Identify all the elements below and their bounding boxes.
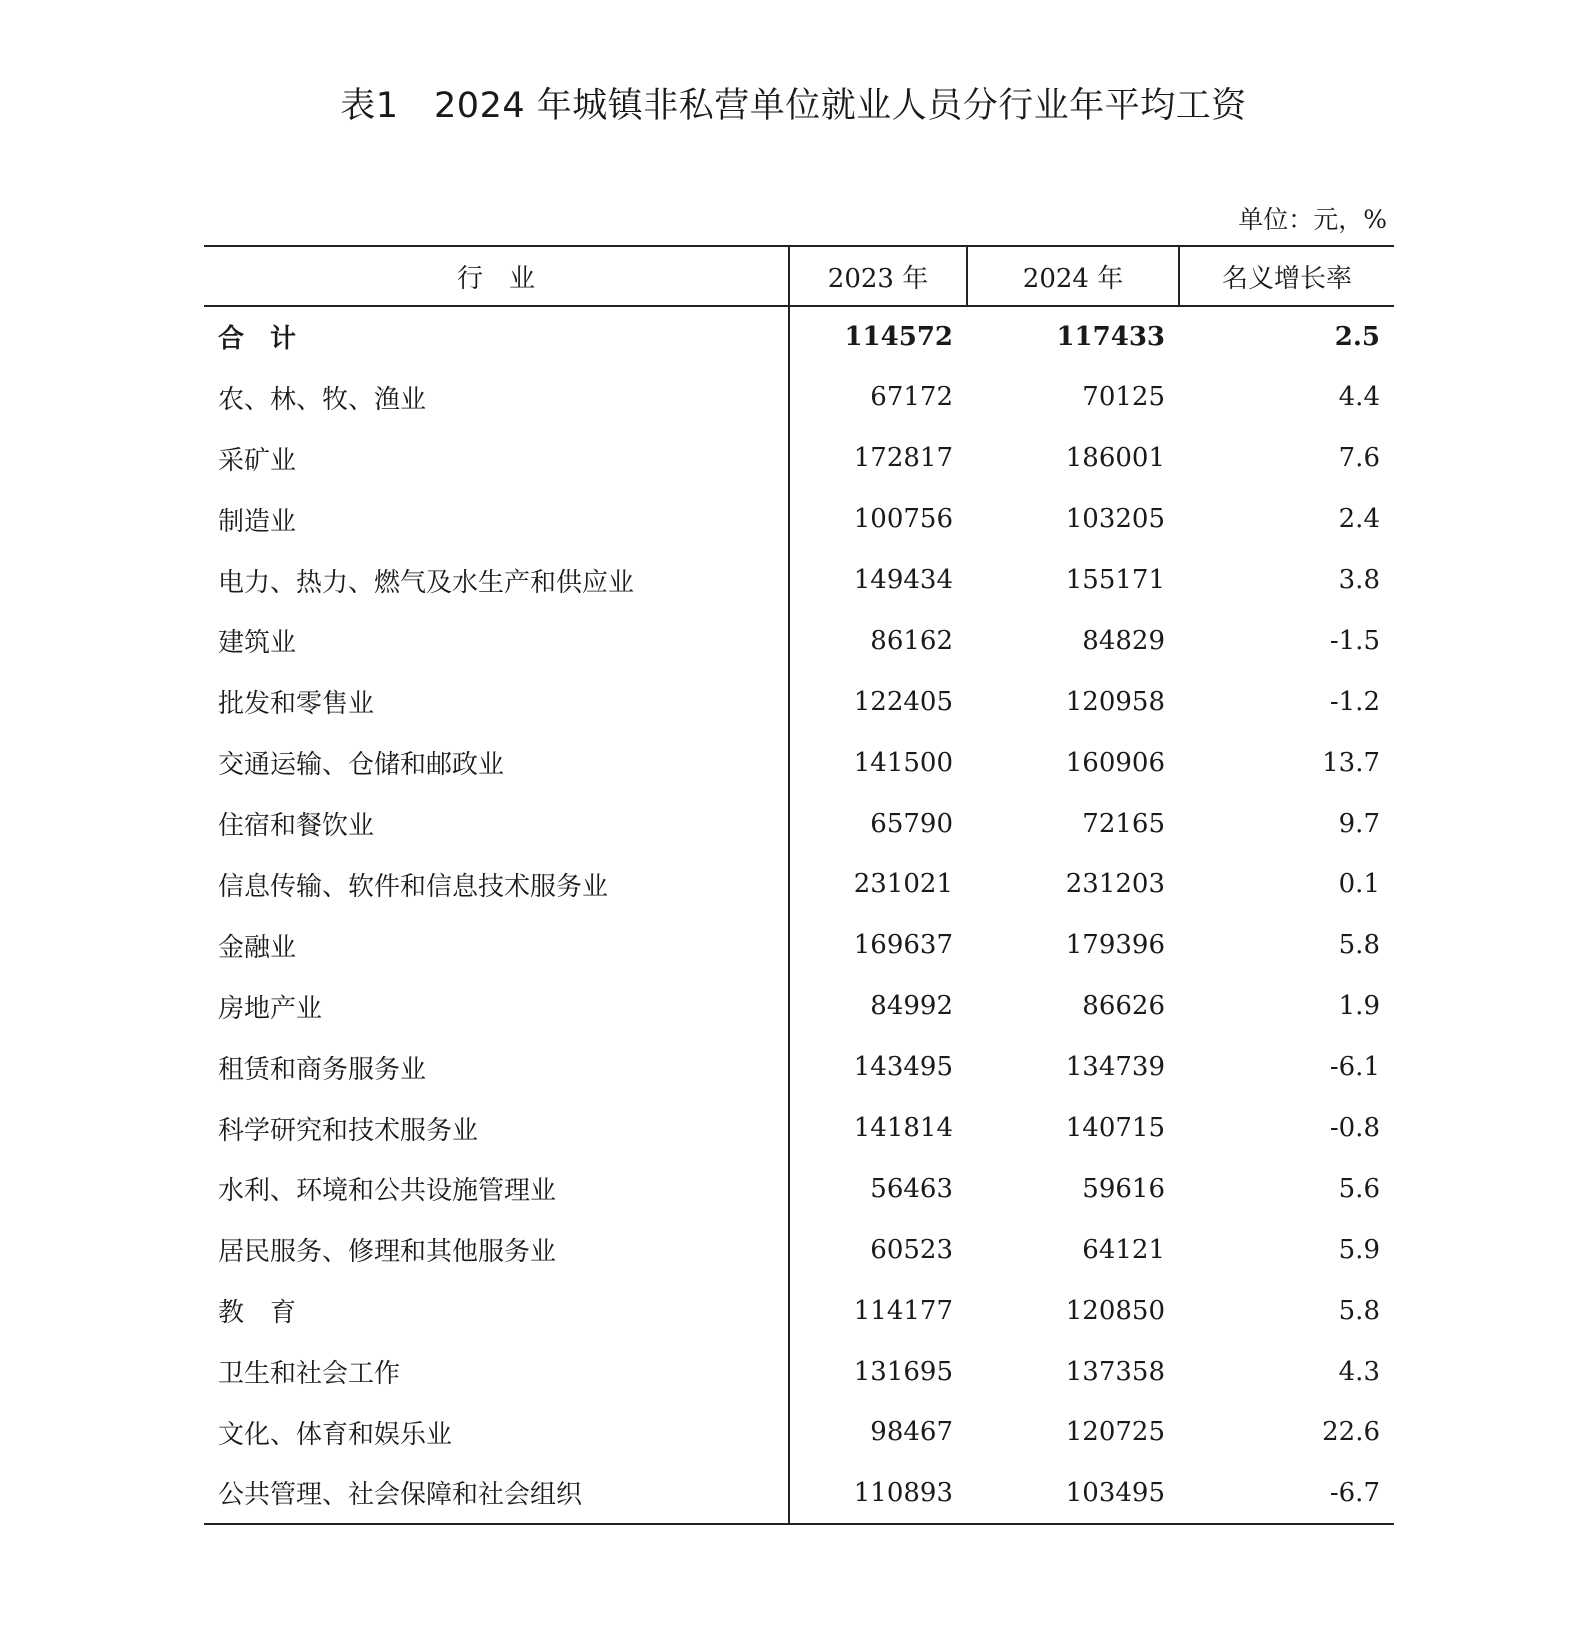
wage-2023-cell: 143495 — [853, 1052, 953, 1083]
table-row — [204, 428, 1394, 489]
wage-2024-cell: 134739 — [1065, 1052, 1165, 1083]
wage-2024-cell: 86626 — [1082, 991, 1165, 1022]
industry-name-cell: 科学研究和技术服务业 — [204, 1098, 789, 1159]
growth-rate-cell: 13.7 — [1322, 747, 1380, 778]
table-body — [204, 306, 1394, 1524]
wage-2024-cell: 120725 — [1065, 1417, 1165, 1448]
wage-2023-cell: 65790 — [870, 808, 953, 839]
header-2023: 2023 年 — [789, 246, 967, 306]
table-row — [204, 489, 1394, 550]
industry-name-cell: 卫生和社会工作 — [204, 1341, 789, 1402]
table-row — [204, 854, 1394, 915]
growth-rate-cell: 7.6 — [1338, 443, 1380, 474]
table-row — [204, 367, 1394, 428]
wage-2023-cell: 149434 — [853, 565, 953, 595]
growth-rate-cell: 4.3 — [1338, 1356, 1380, 1387]
wage-2024-cell: 70125 — [1082, 382, 1165, 413]
table-row — [204, 671, 1394, 732]
wage-2023-cell: 172817 — [853, 443, 953, 474]
wage-2023-cell: 169637 — [853, 930, 953, 961]
wage-2024-cell: 103205 — [1065, 504, 1165, 535]
growth-rate-cell: 0.1 — [1338, 869, 1380, 900]
wage-table — [204, 245, 1394, 1525]
wage-2023-cell: 56463 — [870, 1173, 953, 1204]
industry-name-cell: 文化、体育和娱乐业 — [204, 1402, 789, 1463]
industry-name-cell: 农、林、牧、渔业 — [204, 367, 789, 428]
unit-note: 单位：元，% — [1238, 205, 1387, 234]
growth-rate-cell: 5.8 — [1338, 1295, 1380, 1326]
industry-name-cell: 信息传输、软件和信息技术服务业 — [204, 854, 789, 915]
header-2024: 2024 年 — [967, 246, 1179, 306]
wage-2023-cell: 67172 — [870, 382, 953, 413]
wage-2023-cell: 114177 — [853, 1295, 953, 1326]
table-row — [204, 610, 1394, 671]
industry-name-cell: 批发和零售业 — [204, 671, 789, 732]
industry-name-cell: 合 计 — [204, 306, 789, 367]
industry-name-cell: 住宿和餐饮业 — [204, 793, 789, 854]
growth-rate-cell: 1.9 — [1338, 991, 1380, 1022]
wage-2023-cell: 131695 — [853, 1356, 953, 1387]
growth-rate-cell: -6.7 — [1179, 1463, 1394, 1524]
growth-rate-cell: -6.1 — [1329, 1052, 1380, 1083]
table-row — [204, 1098, 1394, 1159]
wage-2024-cell: 120958 — [1065, 686, 1165, 717]
wage-2024-cell: 140715 — [1065, 1113, 1165, 1144]
wage-2024-cell: 72165 — [1082, 808, 1165, 839]
table-header-row — [204, 246, 1394, 306]
wage-2023-cell: 141814 — [853, 1113, 953, 1144]
wage-2023-cell: 98467 — [870, 1417, 953, 1448]
industry-name-cell: 居民服务、修理和其他服务业 — [204, 1219, 789, 1280]
table-row — [204, 793, 1394, 854]
table-row — [204, 1219, 1394, 1280]
industry-name-cell: 采矿业 — [204, 428, 789, 489]
table-row — [204, 1158, 1394, 1219]
wage-2023-cell: 60523 — [870, 1234, 953, 1265]
industry-name-cell: 公共管理、社会保障和社会组织 — [204, 1463, 789, 1524]
table-row — [204, 1341, 1394, 1402]
industry-name-cell: 交通运输、仓储和邮政业 — [204, 732, 789, 793]
growth-rate-cell: 4.4 — [1338, 382, 1380, 413]
wage-2024-cell: 137358 — [1065, 1356, 1165, 1387]
growth-rate-cell: 3.8 — [1338, 565, 1380, 595]
wage-2023-cell: 86162 — [870, 625, 953, 656]
industry-name-cell: 电力、热力、燃气及水生产和供应业 — [204, 550, 789, 611]
growth-rate-cell: 2.4 — [1338, 504, 1380, 535]
industry-name-cell: 制造业 — [204, 489, 789, 550]
wage-2024-cell: 103495 — [967, 1463, 1179, 1524]
wage-2024-cell: 84829 — [1082, 625, 1165, 656]
wage-2023-cell: 122405 — [853, 686, 953, 717]
growth-rate-cell: 5.9 — [1338, 1234, 1380, 1265]
page-title: 表1 2024 年城镇非私营单位就业人员分行业年平均工资 — [340, 86, 1247, 126]
growth-rate-cell: 5.8 — [1338, 930, 1380, 961]
wage-2024-cell: 186001 — [1065, 443, 1165, 474]
growth-rate-cell: 22.6 — [1322, 1417, 1380, 1448]
wage-2023-cell: 100756 — [853, 504, 953, 535]
wage-2024-cell: 120850 — [1065, 1295, 1165, 1326]
wage-2024-cell: 117433 — [1056, 321, 1165, 352]
header-industry: 行 业 — [204, 246, 789, 306]
wage-2024-cell: 155171 — [1065, 565, 1165, 595]
growth-rate-cell: -0.8 — [1329, 1113, 1380, 1144]
wage-2023-cell: 231021 — [853, 869, 953, 900]
industry-name-cell: 租赁和商务服务业 — [204, 1037, 789, 1098]
industry-name-cell: 建筑业 — [204, 610, 789, 671]
growth-rate-cell: 9.7 — [1338, 808, 1380, 839]
table-row — [204, 1280, 1394, 1341]
table-row — [204, 915, 1394, 976]
table-row — [204, 976, 1394, 1037]
industry-name-cell: 房地产业 — [204, 976, 789, 1037]
table-row — [204, 550, 1394, 611]
wage-2023-cell: 110893 — [789, 1463, 967, 1524]
growth-rate-cell: 5.6 — [1338, 1173, 1380, 1204]
table-row — [204, 1402, 1394, 1463]
wage-2024-cell: 231203 — [1065, 869, 1165, 900]
table-row — [204, 1463, 1394, 1524]
wage-2024-cell: 59616 — [1082, 1173, 1165, 1204]
table-row-total — [204, 306, 1394, 367]
wage-2024-cell: 64121 — [1082, 1234, 1165, 1265]
header-growth: 名义增长率 — [1179, 246, 1394, 306]
wage-2023-cell: 84992 — [870, 991, 953, 1022]
wage-2023-cell: 141500 — [853, 747, 953, 778]
growth-rate-cell: 2.5 — [1334, 321, 1380, 352]
industry-name-cell: 水利、环境和公共设施管理业 — [204, 1158, 789, 1219]
wage-2024-cell: 179396 — [1065, 930, 1165, 961]
table-row — [204, 1037, 1394, 1098]
table-row — [204, 732, 1394, 793]
wage-2023-cell: 114572 — [844, 321, 953, 352]
industry-name-cell: 教 育 — [204, 1280, 789, 1341]
wage-2024-cell: 160906 — [1065, 747, 1165, 778]
growth-rate-cell: -1.2 — [1329, 686, 1380, 717]
growth-rate-cell: -1.5 — [1329, 625, 1380, 656]
industry-name-cell: 金融业 — [204, 915, 789, 976]
